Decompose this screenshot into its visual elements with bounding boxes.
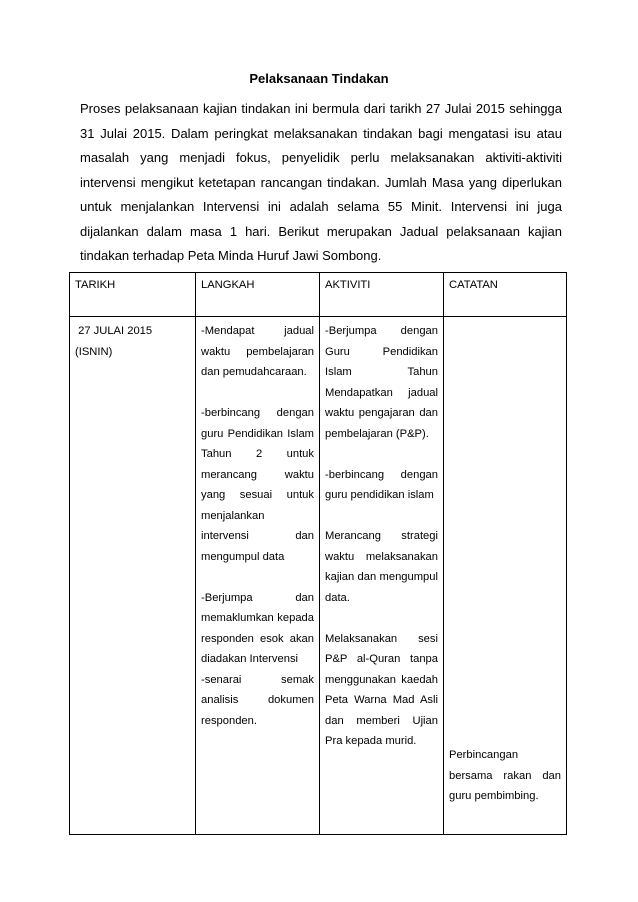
cell-aktiviti	[320, 317, 444, 835]
table-header-row	[70, 273, 567, 317]
tarikh-date: 27 JULAI 2015	[75, 325, 153, 337]
header-aktiviti: AKTIVITI	[320, 273, 444, 317]
langkah-step-4: -senarai semak analisis dokumen responden.	[201, 673, 314, 727]
aktiviti-item-3: Merancang strategi waktu melaksanakan kajian dan mengumpul data.	[325, 530, 438, 604]
cell-tarikh	[70, 317, 196, 835]
langkah-step-1: -Mendapat jadual waktu pembelajaran dan pemudahcaraan.	[201, 325, 314, 378]
table-row	[70, 317, 567, 835]
intro-paragraph: Proses pelaksanaan kajian tindakan ini bermula dari tarikh 27 Julai 2015 sehingga 31 Julai 2015. Dalam peringkat melaksanakan tindakan bagi mengatasi isu atau masalah yang menjadi fokus, penyelidik perlu melaksanakan aktiviti-aktiviti intervensi mengikut ketetapan rancangan tindakan. Jumlah Masa yang diperlukan untuk menjalankan Intervensi ini adalah selama 55 Minit. Intervensi ini juga dijalankan dalam masa 1 hari. Berikut merupakan Jadual pelaksanaan kajian tindakan terhadap Peta Minda Huruf Jawi Sombong.	[80, 101, 562, 263]
aktiviti-item-4: Melaksanakan sesi P&P al-Quran tanpa menggunakan kaedah Peta Warna Mad Asli dan memberi Ujian Pra kepada murid.	[325, 632, 438, 747]
catatan-note: Perbincangan bersama rakan dan guru pembimbing.	[449, 749, 561, 802]
cell-catatan	[444, 317, 567, 835]
aktiviti-item-2: -berbincang dengan guru pendidikan islam	[325, 468, 438, 501]
header-catatan: CATATAN	[444, 273, 567, 317]
aktiviti-item-1: -Berjumpa dengan Guru Pendidikan Islam Tahun Mendapatkan jadual waktu pengajaran dan pembelajaran (P&P).	[325, 325, 438, 440]
langkah-step-2: -berbincang dengan guru Pendidikan Islam Tahun 2 untuk merancang waktu yang sesuai untuk menjalankan intervensi dan mengumpul data	[201, 407, 314, 563]
header-langkah: LANGKAH	[196, 273, 320, 317]
section-title: Pelaksanaan Tindakan	[249, 71, 389, 86]
tarikh-day: (ISNIN)	[75, 345, 113, 358]
cell-langkah	[196, 317, 320, 835]
header-tarikh: TARIKH	[70, 273, 196, 317]
langkah-step-3: -Berjumpa dan memaklumkan kepada responden esok akan diadakan Intervensi	[201, 591, 314, 665]
implementation-table	[69, 272, 567, 835]
